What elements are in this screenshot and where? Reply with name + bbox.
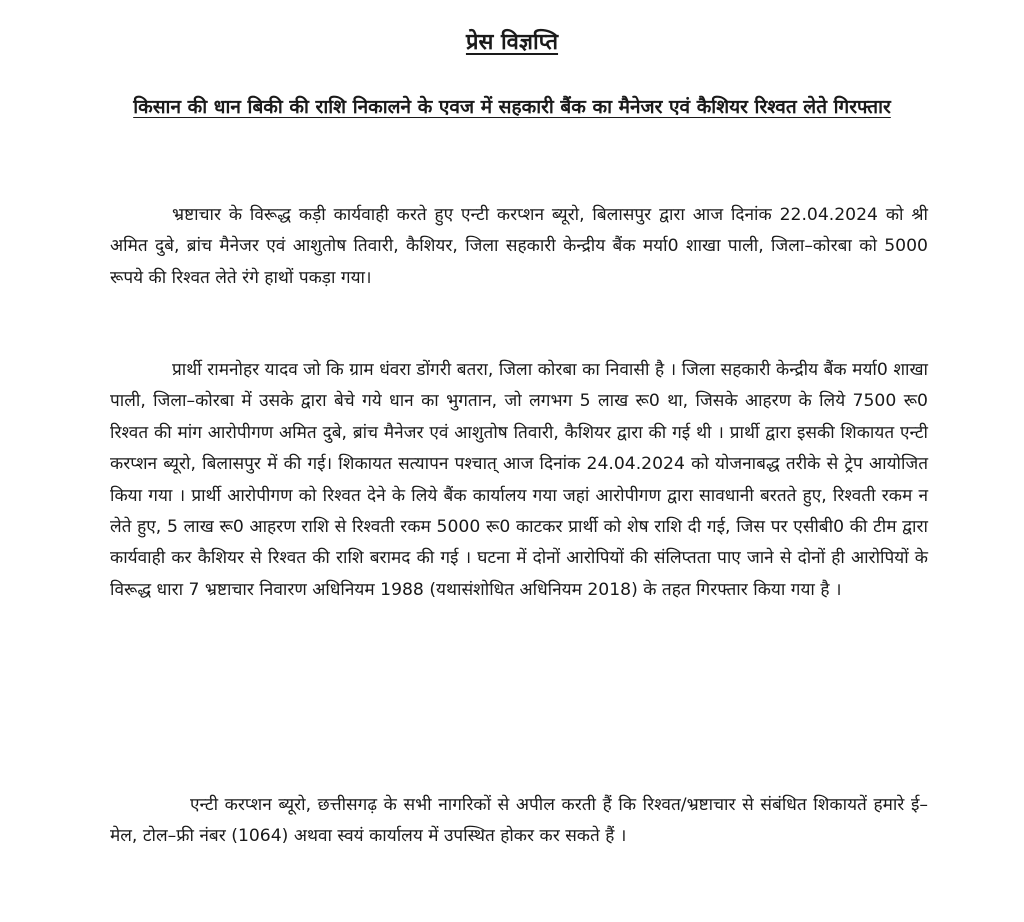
paragraph-public-appeal: एन्टी करप्शन ब्यूरो, छत्तीसगढ़ के सभी नागरिकों से अपील करती हैं कि रिश्वत/भ्रष्टाचार से संबंधित शिकायतें हमारे ई–मेल, टोल–फ्री नंबर (1064) अथवा स्वयं कार्यालय में उपस्थित होकर कर सकते हैं । <box>110 795 928 847</box>
paragraph-arrest-summary: भ्रष्टाचार के विरूद्ध कड़ी कार्यवाही करते हुए एन्टी करप्शन ब्यूरो, बिलासपुर द्वारा आज दिनांक 22.04.2024 को श्री अमित दुबे, ब्रांच मैनेजर एवं आशुतोष तिवारी, कैशियर, जिला सहकारी केन्द्रीय बैंक मर्या0 शाखा पाली, जिला–कोरबा को 5000 रूपये की रिश्वत लेते रंगे हाथों पकड़ा गया। <box>110 205 928 288</box>
document-title: प्रेस विज्ञप्ति <box>465 30 559 55</box>
paragraph-case-details: प्रार्थी रामनोहर यादव जो कि ग्राम धंवरा डोंगरी बतरा, जिला कोरबा का निवासी है । जिला सहकारी केन्द्रीय बैंक मर्या0 शाखा पाली, जिला–कोरबा में उसके द्वारा बेचे गये धान का भुगतान, जो लगभग 5 लाख रू0 था, जिसके आहरण के लिये 7500 रू0 रिश्वत की मांग आरोपीगण अमित दुबे, ब्रांच मैनेजर एवं आशुतोष तिवारी, कैशियर द्वारा की गई थी । प्रार्थी द्वारा इसकी शिकायत एन्टी करप्शन ब्यूरो, बिलासपुर में की गई। शिकायत सत्यापन पश्चात् आज दिनांक 24.04.2024 को योजनाबद्ध तरीके से ट्रेप आयोजित किया गया । प्रार्थी आरोपीगण को रिश्वत देने के लिये बैंक कार्यालय गया जहां आरोपीगण द्वारा सावधानी बरतते हुए, रिश्वती रकम न लेते हुए, 5 लाख रू0 आहरण राशि से रिश्वती रकम 5000 रू0 काटकर प्रार्थी को शेष राशि दी गई, जिस पर एसीबी0 की टीम द्वारा कार्यवाही कर कैशियर से रिश्वत की राशि बरामद की गई । घटना में दोनों आरोपियों की संलिप्तता पाए जाने से दोनों ही आरोपियों के विरूद्ध धारा 7 भ्रष्टाचार निवारण अधिनियम 1988 (यथासंशोधित अधिनियम 2018) के तहत गिरफ्तार किया गया है । <box>110 360 928 600</box>
document-headline: किसान की धान बिकी की राशि निकालने के एवज में सहकारी बैंक का मैनेजर एवं कैशियर रिश्वत लेते गिरफ्तार <box>133 96 891 118</box>
